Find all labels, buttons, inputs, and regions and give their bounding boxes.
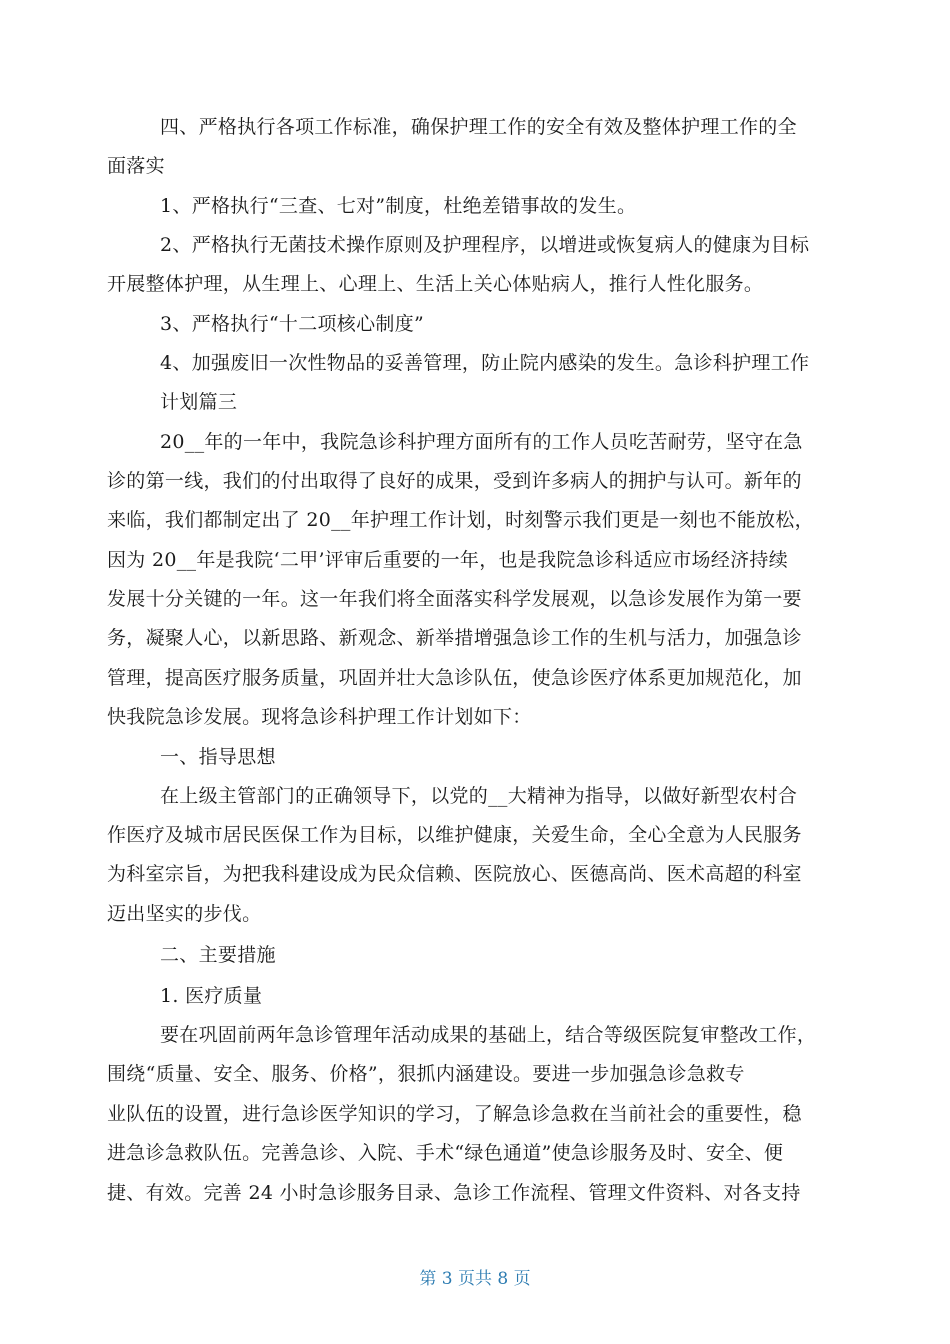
text-line: 迈出坚实的步伐。: [107, 903, 262, 925]
text-line: 面落实: [107, 155, 165, 177]
text-line: 围绕“质量、安全、服务、价格”，狠抓内涵建设。要进一步加强急诊急救专: [107, 1063, 745, 1085]
text-line: 业队伍的设置，进行急诊医学知识的学习，了解急诊急救在当前社会的重要性，稳: [107, 1103, 802, 1125]
text-line: 进急诊急救队伍。完善急诊、入院、手术“绿色通道”使急诊服务及时、安全、便: [107, 1142, 784, 1164]
text-line: 3、严格执行“十二项核心制度”: [160, 313, 425, 335]
section-heading: 二、主要措施: [160, 944, 276, 966]
text-line: 务，凝聚人心，以新思路、新观念、新举措增强急诊工作的生机与活力，加强急诊: [107, 627, 802, 649]
section-heading: 一、指导思想: [160, 746, 276, 768]
text-line: 因为 20__年是我院‘二甲’评审后重要的一年，也是我院急诊科适应市场经济持续: [107, 549, 788, 571]
text-line: 四、严格执行各项工作标准，确保护理工作的安全有效及整体护理工作的全: [160, 116, 797, 138]
text-line: 为科室宗旨，为把我科建设成为民众信赖、医院放心、医德高尚、医术高超的科室: [107, 863, 802, 885]
text-line: 作医疗及城市居民医保工作为目标，以维护健康，关爱生命，全心全意为人民服务: [107, 824, 802, 846]
text-line: 快我院急诊发展。现将急诊科护理工作计划如下：: [107, 706, 532, 728]
text-line: 要在巩固前两年急诊管理年活动成果的基础上，结合等级医院复审整改工作，: [160, 1024, 817, 1046]
text-line: 在上级主管部门的正确领导下，以党的__大精神为指导，以做好新型农村合: [160, 785, 798, 807]
text-line: 捷、有效。完善 24 小时急诊服务目录、急诊工作流程、管理文件资料、对各支持: [107, 1182, 801, 1204]
text-line: 开展整体护理，从生理上、心理上、生活上关心体贴病人，推行人性化服务。: [107, 273, 764, 295]
text-line: 计划篇三: [160, 391, 238, 413]
text-line: 管理，提高医疗服务质量，巩固并壮大急诊队伍，使急诊医疗体系更加规范化，加: [107, 667, 802, 689]
page-number-footer: 第 3 页共 8 页: [419, 1269, 531, 1289]
text-line: 4、加强废旧一次性物品的妥善管理，防止院内感染的发生。急诊科护理工作: [160, 352, 810, 374]
text-line: 诊的第一线，我们的付出取得了良好的成果，受到许多病人的拥护与认可。新年的: [107, 470, 802, 492]
text-line: 2、严格执行无菌技术操作原则及护理程序，以增进或恢复病人的健康为目标: [160, 234, 810, 256]
text-line: 发展十分关键的一年。这一年我们将全面落实科学发展观，以急诊发展作为第一要: [107, 588, 802, 610]
subsection-heading: 1. 医疗质量: [160, 985, 263, 1007]
text-line: 1、严格执行“三查、七对”制度，杜绝差错事故的发生。: [160, 195, 637, 217]
text-line: 20__年的一年中，我院急诊科护理方面所有的工作人员吃苦耐劳，坚守在急: [160, 431, 803, 453]
text-line: 来临，我们都制定出了 20__年护理工作计划，时刻警示我们更是一刻也不能放松，: [107, 509, 814, 531]
